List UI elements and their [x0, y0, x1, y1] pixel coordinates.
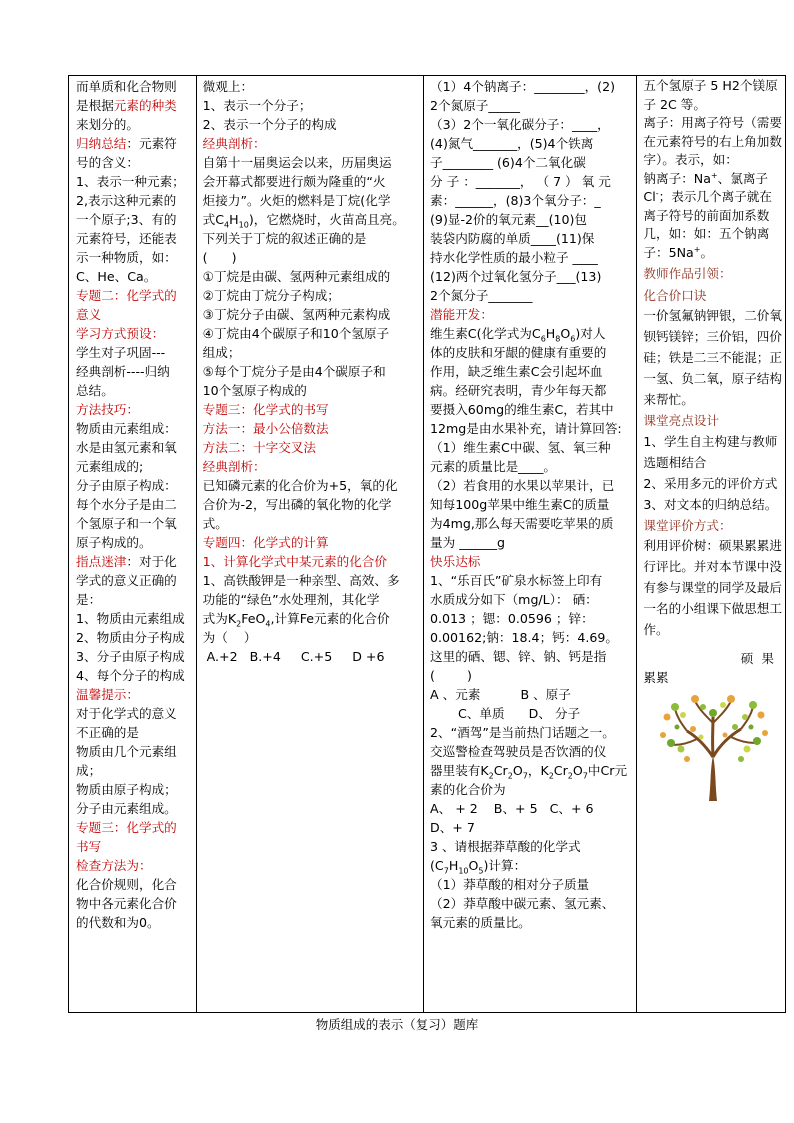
- text-line: 经典剖析----归纳: [76, 364, 170, 379]
- text-line: 是：: [76, 592, 102, 607]
- section-heading: 方法二：十字交叉法: [202, 440, 316, 455]
- text-line: 4、每个分子的构成: [76, 668, 185, 683]
- text-line: 器里装有$K_2Cr_2O_7$，$K_2Cr_2O_7$中Cr元: [430, 763, 628, 780]
- section-heading: 快乐达标: [430, 554, 481, 569]
- text-line: 式。: [202, 516, 228, 531]
- text-line: 元素组成的;: [76, 459, 144, 474]
- option-line: C、单质 D、 分子: [430, 706, 581, 721]
- text-line: 对于化学式的意义: [76, 706, 177, 721]
- section-heading: 方法一：最小公倍数法: [202, 421, 329, 436]
- text-line: 3、分子由原子构成: [76, 649, 185, 664]
- text-line: 功能的“绿色”水处理剂，其化学: [202, 592, 380, 607]
- tree-of-achievement-illustration: [653, 693, 773, 803]
- text-line: 2、“酒驾”是当前热门话题之一。: [430, 725, 615, 740]
- text-line: （2）莽草酸中碳元素、氢元素、: [430, 896, 615, 911]
- text-line: 12mg是由水果补充，请计算回答:: [430, 421, 622, 436]
- text-line: 体的皮肤和牙龈的健康有重要的: [430, 345, 607, 360]
- text-line: 物中各元素化合价: [76, 896, 177, 911]
- option-line: D、+ 7: [430, 820, 475, 835]
- text-line: 组成；: [202, 345, 241, 360]
- section-heading: 潜能开发：: [430, 307, 493, 322]
- section-heading: 温馨提示：: [76, 687, 139, 702]
- text-line: 1、物质由元素组成: [76, 611, 185, 626]
- text-line: 示一种物质，如：: [76, 250, 177, 265]
- option-line: ④丁烷由4个碳原子和10个氢原子: [202, 326, 390, 341]
- text-line: 原子构成的。: [76, 535, 152, 550]
- highlight-text: 元素的种类: [113, 98, 177, 113]
- text-line: 式$C_4H_{10}$)，它燃烧时，火苗高且亮。: [202, 212, 405, 229]
- text-line: 作用，缺乏维生素C会引起坏血: [430, 364, 603, 379]
- text-line: 物质由元素组成：: [76, 421, 177, 436]
- column-3: [424, 76, 637, 1012]
- text-line: 0.00162;钠：18.4；钙：4.69。: [430, 630, 618, 645]
- text-line: （1）4个钠离子：________，(2): [430, 79, 616, 94]
- text-line: （1）维生素C中碳、氢、氧三种: [430, 440, 611, 455]
- text-line: 物质由几个元素组: [76, 744, 177, 759]
- text-line: 总结。: [76, 383, 114, 398]
- section-heading: 专题二：化学式的: [76, 288, 177, 303]
- text-line: 1、表示一个分子；: [202, 98, 312, 113]
- text-line: (9)显-2价的氧元素__(10)包: [430, 212, 588, 227]
- text-line: 持水化学性质的最小粒子 ____: [430, 250, 598, 265]
- text-line: 学生对子巩固---: [76, 345, 166, 360]
- text-line: 2、表示一个分子的构成: [202, 117, 337, 132]
- text-line: 水是由氢元素和氧: [76, 440, 177, 455]
- text-line: 素的化合价为: [430, 782, 506, 797]
- text-line: 离子：用离子符号（需要在元素符号的右上角加数字）。表示，如：: [643, 115, 782, 167]
- text-line: (4)氮气_______，(5)4个铁离: [430, 136, 594, 151]
- text-line: 2、采用多元的评价方式: [643, 475, 778, 491]
- option-line: A 、元素 B 、原子: [430, 687, 571, 702]
- answer-blank: 为（ ）: [202, 630, 257, 645]
- text-line: 分子由元素组成。: [76, 801, 177, 816]
- text-line: 素：______，(8)3个氧分子：_: [430, 193, 601, 208]
- text-line: 1、高铁酸钾是一种亲型、高效、多: [202, 573, 400, 588]
- text-line: 为4mg,那么每天需要吃苹果的质: [430, 516, 614, 531]
- option-line: ⑤每个丁烷分子是由4个碳原子和: [202, 364, 386, 379]
- text-line: 2个氮分子_______: [430, 288, 533, 303]
- text-line: 炬接力”。火炬的燃料是丁烷(化学: [202, 193, 391, 208]
- text-line: 已知磷元素的化合价为+5，氧的化: [202, 478, 398, 493]
- column-2: [197, 76, 424, 1012]
- text-line: $(C_7H_{10}O_5)$计算：: [430, 858, 527, 875]
- option-line: ②丁烷由丁烷分子构成；: [202, 288, 340, 303]
- text-line: 子________ (6)4个二氧化碳: [430, 155, 586, 170]
- text-line: 自第十一届奥运会以来，历届奥运: [202, 155, 392, 170]
- text-line: 累累: [643, 669, 669, 685]
- text-line: 而单质和化合物则: [76, 79, 177, 94]
- text-line: （3）2个一氧化碳分子：____，: [430, 117, 610, 132]
- text-line: 装袋内防腐的单质____(11)保: [430, 231, 595, 246]
- option-line: ①丁烷是由碳、氢两种元素组成的: [202, 269, 391, 284]
- text-line: 量为 ______g: [430, 535, 505, 550]
- text-line: 1、“乐百氏”矿泉水标签上印有: [430, 573, 603, 588]
- text-line: 下列关于丁烷的叙述正确的是: [202, 231, 367, 246]
- text-line: （2）若食用的水果以苹果计，已: [430, 478, 615, 493]
- option-line: A.+2 B.+4 C.+5 D +6: [202, 649, 385, 664]
- text-line: 3、对文本的归纳总结。: [643, 496, 778, 512]
- text-line: 利用评价树：硕果累累进行评比。并对本节课中没有参与课堂的同学及最后一名的小组课下做思想工作。: [643, 538, 782, 637]
- section-heading: 归纳总结: [76, 136, 127, 151]
- text-line: 钠离子：Na+、氯离子 Cl-；表示几个离子就在离子符号的前面加系数几，如：如：五个钠离子：5Na+。: [643, 170, 772, 260]
- text-line: 1、表示一种元素；: [76, 174, 185, 189]
- section-heading: 经典剖析：: [202, 459, 266, 474]
- option-line: A、 + 2 B、+ 5 C、+ 6: [430, 801, 594, 816]
- column-1: [69, 76, 197, 1012]
- text-line: 号的含义：: [76, 155, 139, 170]
- text-line: 10个氢原子构成的: [202, 383, 307, 398]
- section-heading: 学习方式预设：: [76, 326, 165, 341]
- text-line: 归纳总结：元素符: [76, 136, 177, 151]
- section-heading: 方法技巧：: [76, 402, 139, 417]
- valence-rhyme: 一价氢氟钠钾银，二价氧钡钙镁锌；三价铝，四价硅；铁是二三不能混；正一氢、负二氧，原子结构来帮忙。: [643, 308, 782, 407]
- text-line: 学式的意义正确的: [76, 573, 177, 588]
- text-line: 氧元素的质量比。: [430, 915, 531, 930]
- text-line: 个氢原子和一个氧: [76, 516, 177, 531]
- text-line: 微观上：: [202, 79, 254, 94]
- text-line: 1、学生自主构建与教师选题相结合: [643, 433, 778, 470]
- section-heading: 化合价口诀: [643, 287, 707, 303]
- text-line: 病。经研究表明，青少年每天都: [430, 383, 607, 398]
- text-line: 来划分的。: [76, 117, 139, 132]
- option-line: ③丁烷分子由碳、氢两种元素构成: [202, 307, 391, 322]
- column-4: [637, 76, 785, 1012]
- section-heading: 教师作品引领：: [643, 266, 732, 281]
- text-line: C、He、Ca。: [76, 269, 157, 284]
- text-line: 元素符号，还能表: [76, 231, 177, 246]
- text-line: 2、物质由分子构成: [76, 630, 185, 645]
- text-line: 不正确的是: [76, 725, 139, 740]
- text-line: 3 、请根据莽草酸的化学式: [430, 839, 581, 854]
- text-line: 交巡警检查驾驶员是否饮酒的仪: [430, 744, 607, 759]
- section-heading: 检查方法为：: [76, 858, 152, 873]
- text-line: 指点迷津：对于化: [76, 554, 177, 569]
- text-line: 物质由原子构成；: [76, 782, 177, 797]
- text-line: 硕 果: [740, 651, 776, 666]
- text-line: 这里的硒、锶、锌、钠、钙是指: [430, 649, 607, 664]
- lesson-table: [68, 75, 786, 1013]
- text-line: 分子由原子构成：: [76, 478, 177, 493]
- section-heading: 1、计算化学式中某元素的化合价: [202, 554, 387, 569]
- text-line: (12)两个过氧化氢分子___(13): [430, 269, 602, 284]
- section-heading: 书写: [76, 839, 102, 854]
- answer-blank: ( ): [202, 250, 237, 265]
- text-line: 化合价规则，化合: [76, 877, 177, 892]
- section-heading: 课堂评价方式：: [643, 517, 732, 533]
- text-line: 元素的质量比是____。: [430, 459, 556, 474]
- text-line: 水质成分如下（mg/L）： 硒：: [430, 592, 598, 607]
- text-line: 的代数和为0。: [76, 915, 160, 930]
- text-line: （1）莽草酸的相对分子质量: [430, 877, 590, 892]
- section-heading: 专题三：化学式的书写: [202, 402, 329, 417]
- text-line: 2个氮原子_____: [430, 98, 520, 113]
- text-line: 成；: [76, 763, 102, 778]
- text-line: 0.013 ；锶：0.0596 ；锌：: [430, 611, 594, 626]
- section-heading: 意义: [76, 307, 102, 322]
- text-line: 一个原子;3、有的: [76, 212, 177, 227]
- answer-blank: ( ): [430, 668, 472, 683]
- text-line: 五个氢原子 5 H2个镁原子 2C 等。: [643, 78, 778, 112]
- text-line: 2,表示这种元素的: [76, 193, 177, 208]
- text-line: 合价为-2，写出磷的氧化物的化学: [202, 497, 392, 512]
- section-heading: 经典剖析：: [202, 136, 266, 151]
- section-heading: 专题四：化学式的计算: [202, 535, 329, 550]
- section-heading: 专题三：化学式的: [76, 820, 177, 835]
- text-line: 维生素C(化学式为$C_6H_8O_6$)对人: [430, 326, 606, 343]
- section-heading: 课堂亮点设计: [643, 413, 719, 428]
- section-heading: 指点迷津: [76, 554, 127, 569]
- text-line: 要摄入60mg的维生素C，若其中: [430, 402, 614, 417]
- text-line: 每个水分子是由二: [76, 497, 177, 512]
- text-line: 分 子 ：_______， （ 7 ） 氧 元: [430, 174, 611, 189]
- text-line: 知每100g苹果中维生素C的质量: [430, 497, 610, 512]
- page-caption: 物质组成的表示（复习）题库: [315, 1017, 479, 1032]
- text-line: 会开幕式都要进行颇为隆重的“火: [202, 174, 386, 189]
- text-line: 是根据元素的种类: [76, 98, 177, 113]
- text-line: 式为$K_2FeO_4$,计算Fe元素的化合价: [202, 611, 390, 628]
